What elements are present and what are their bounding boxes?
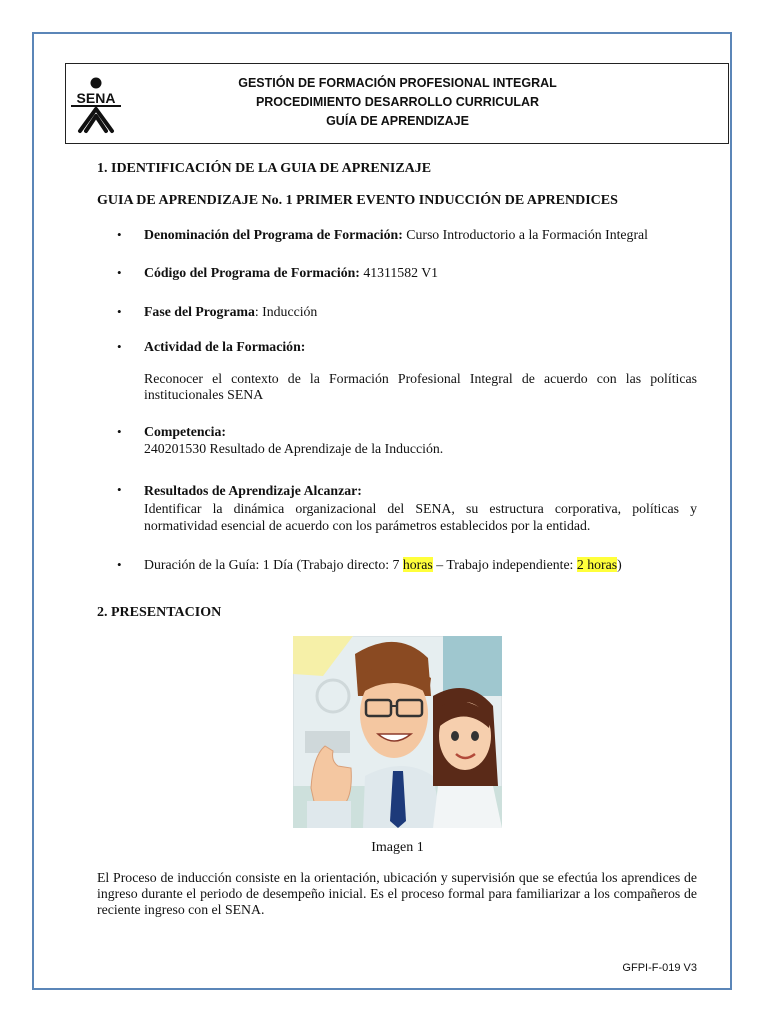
header-titles — [130, 74, 665, 131]
svg-text:SENA: SENA — [76, 90, 116, 106]
header-line-3: GUÍA DE APRENDIZAJE — [326, 114, 469, 128]
presentation-paragraph: El Proceso de inducción consiste en la orientación, ubicación y supervisión que se efectúa los aprendices de ingreso durante el periodo de desempeño inicial. Es el proceso formal para familiarizar a los compañeros de reciente ingreso con el SENA. — [97, 870, 697, 917]
header-line-2: PROCEDIMIENTO DESARROLLO CURRICULAR — [255, 95, 540, 109]
program-phase-value: : Inducción — [254, 304, 318, 319]
learning-results-label: Resultados de Aprendizaje Alcanzar: — [144, 483, 362, 498]
bullet-icon: • — [117, 227, 122, 242]
program-code-value: 41311582 V1 — [359, 265, 439, 280]
image-caption: Imagen 1 — [371, 840, 424, 855]
bullet-icon: • — [117, 304, 122, 319]
instructors-illustration — [293, 636, 502, 828]
program-name-label: Denominación del Programa de Formación: — [144, 227, 403, 242]
sena-logo — [68, 76, 126, 134]
highlight-independent-hours: 2 horas — [576, 557, 618, 572]
form-code: GFPI-F-019 V3 — [622, 962, 697, 974]
header-line-1: GESTIÓN DE FORMACIÓN PROFESIONAL INTEGRAL — [238, 76, 557, 90]
section-2-heading: 2. PRESENTACION — [97, 605, 222, 620]
duration-text: Duración de la Guía: 1 Día (Trabajo directo: 7 horas – Trabajo independiente: 2 horas) — [144, 557, 622, 572]
bullet-icon: • — [117, 265, 122, 280]
program-phase-label: Fase del Programa — [144, 304, 255, 319]
bullet-icon: • — [117, 424, 122, 439]
highlight-hours: horas — [402, 557, 433, 572]
activity-label: Actividad de la Formación: — [144, 339, 306, 354]
guide-subheading: GUIA DE APRENDIZAJE No. 1 PRIMER EVENTO INDUCCIÓN DE APRENDICES — [97, 193, 618, 208]
section-1-heading: 1. IDENTIFICACIÓN DE LA GUIA DE APRENIZAJE — [97, 161, 432, 176]
activity-value: Reconocer el contexto de la Formación Profesional Integral de acuerdo con las políticas institucionales SENA — [144, 370, 697, 402]
bullet-icon: • — [117, 482, 122, 497]
bullet-icon: • — [117, 339, 122, 354]
bullet-icon: • — [117, 557, 122, 572]
competence-label: Competencia: — [144, 424, 226, 439]
competence-value: 240201530 Resultado de Aprendizaje de la Inducción. — [144, 440, 444, 456]
program-name-value: Curso Introductorio a la Formación Integral — [402, 227, 649, 242]
program-code-label: Código del Programa de Formación: — [144, 265, 360, 280]
learning-results-value: Identificar la dinámica organizacional del SENA, su estructura corporativa, políticas y normatividad esencial de acuerdo con los parámetros establecidos por la entidad. — [144, 500, 697, 533]
